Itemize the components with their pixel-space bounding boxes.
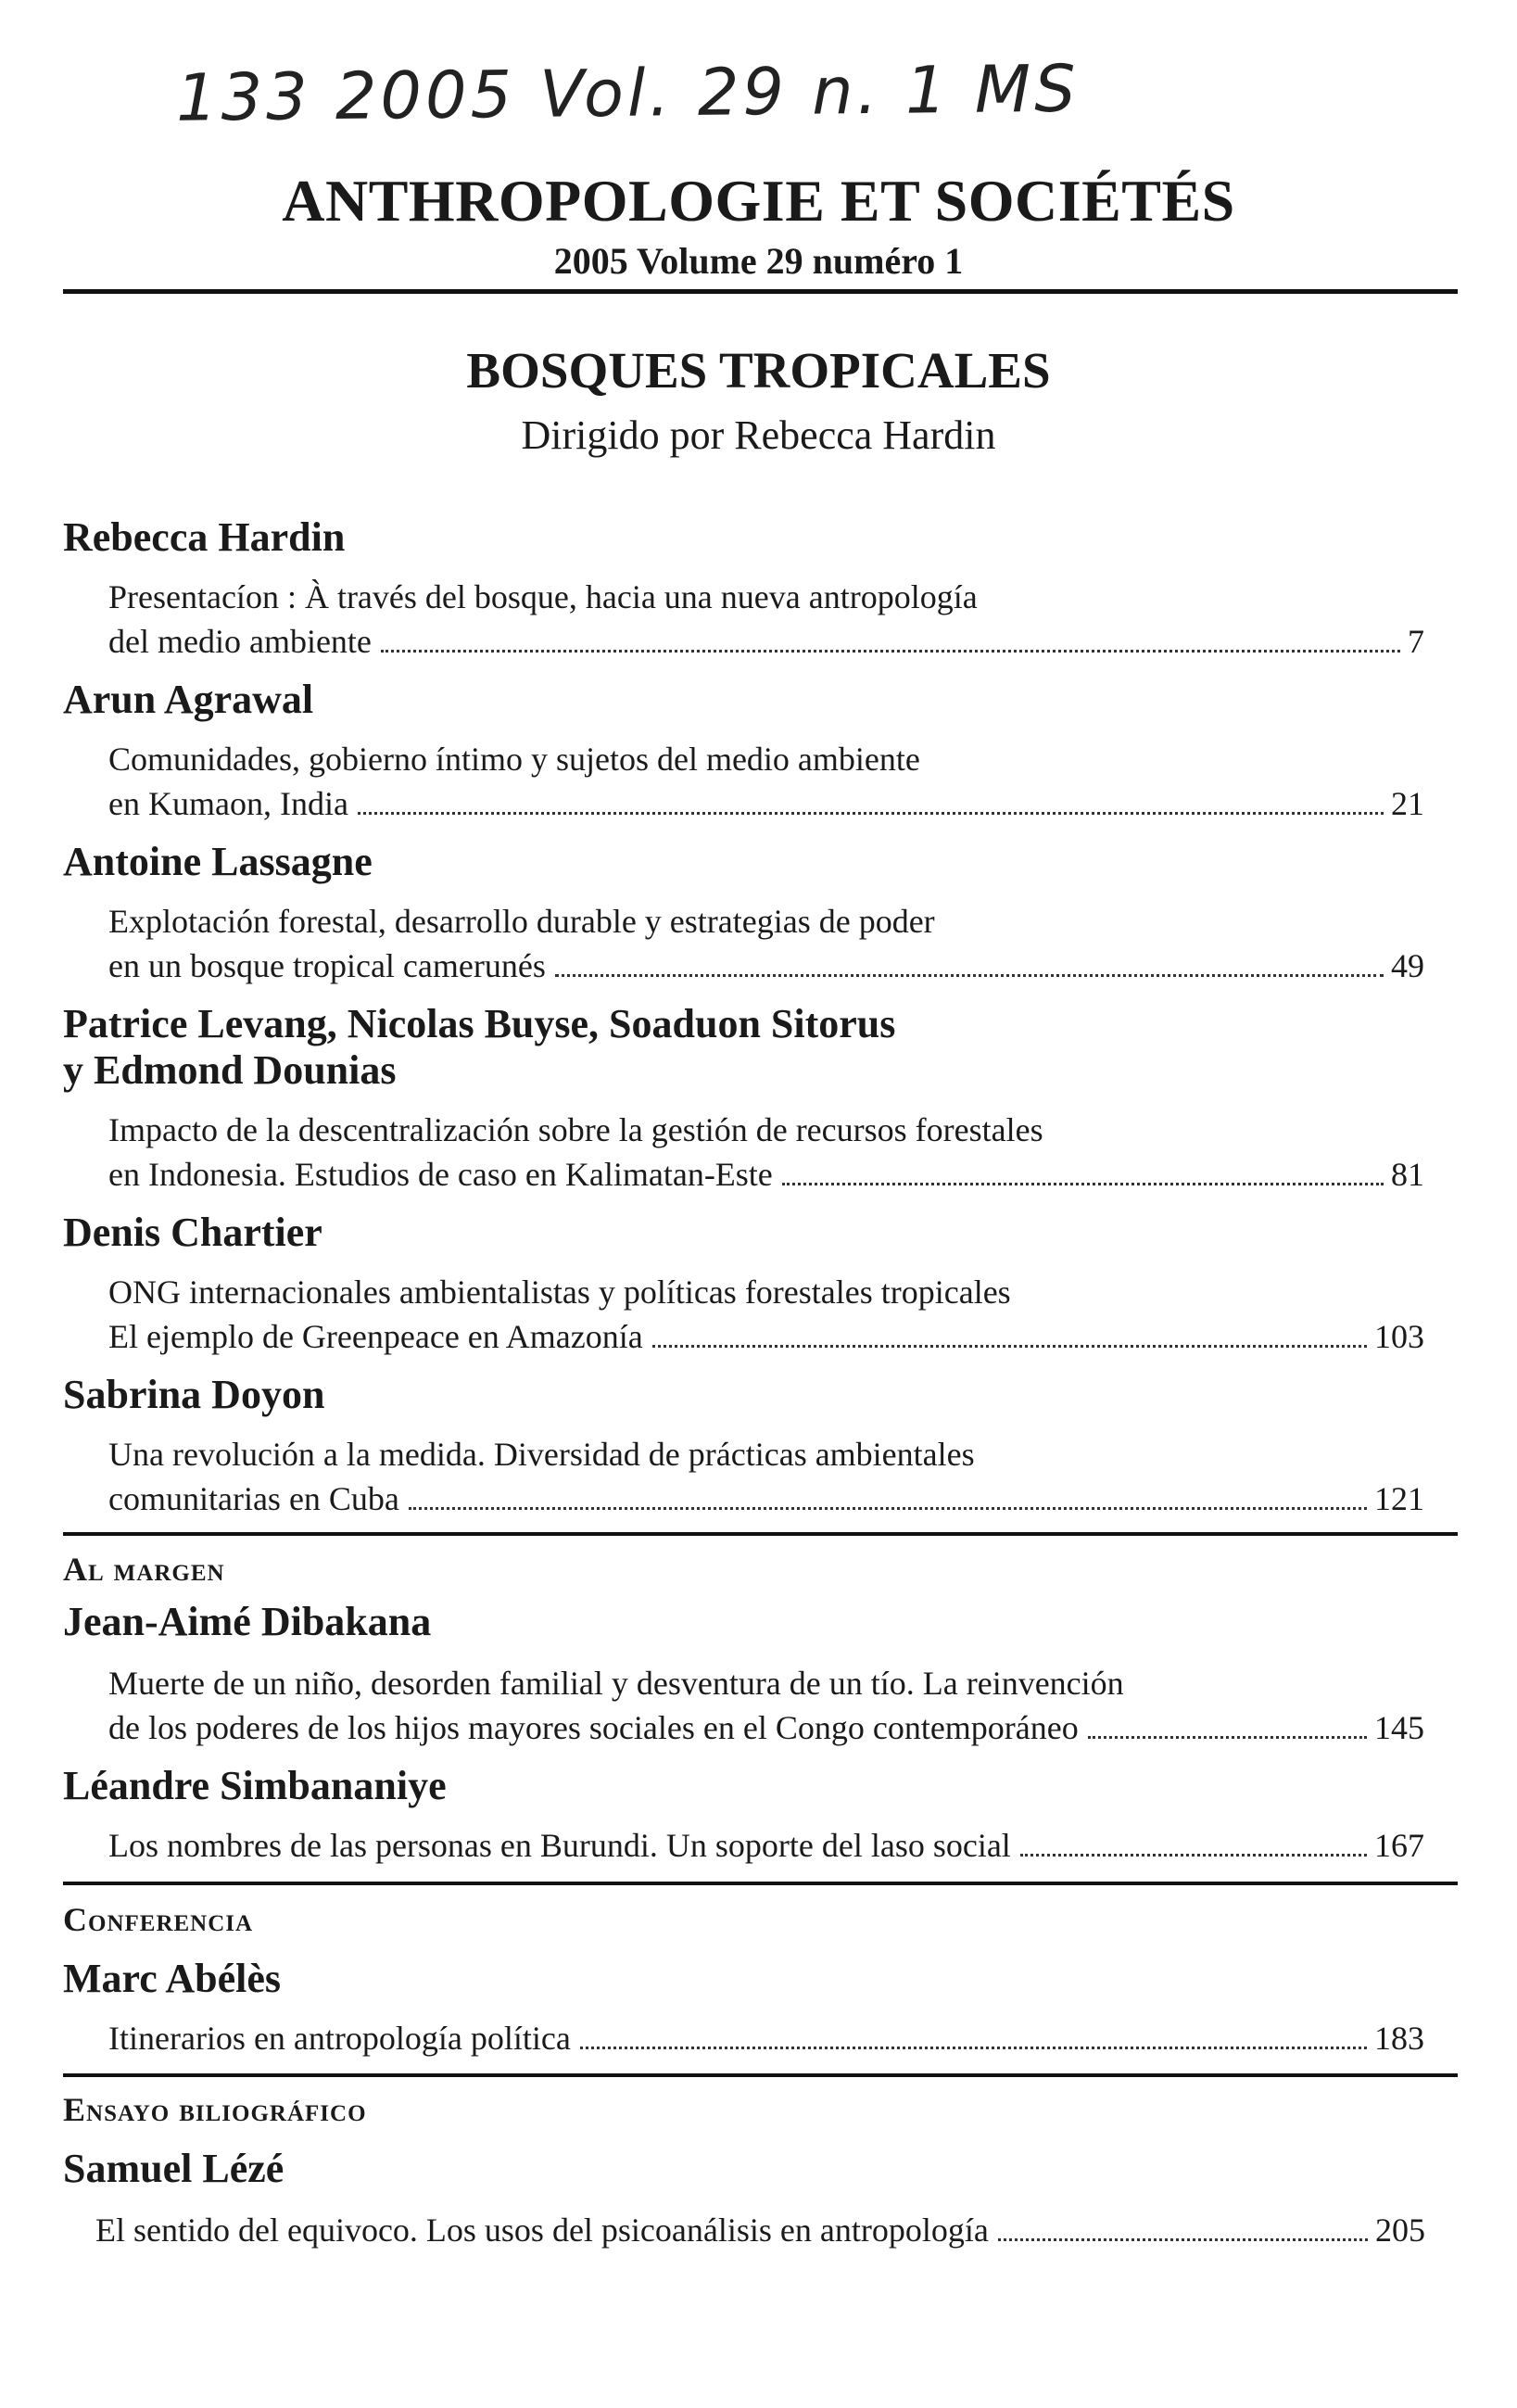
article-title-line: Itinerarios en antropología política <box>108 2020 571 2057</box>
article-title-line: en un bosque tropical camerunés <box>108 947 546 984</box>
issue-editor: Dirigido por Rebecca Hardin <box>521 412 996 458</box>
article-title-line: Los nombres de las personas en Burundi. Un soporte del laso social <box>108 1827 1011 1864</box>
dot-leader <box>652 1345 1367 1348</box>
article-title-line: El ejemplo de Greenpeace en Amazonía <box>108 1318 643 1355</box>
page-number: 167 <box>1374 1827 1424 1864</box>
entry-article <box>108 737 1424 826</box>
journal-issue: 2005 Volume 29 numéro 1 <box>553 240 964 282</box>
entry-article <box>108 1823 1424 1868</box>
entry-article <box>108 575 1424 664</box>
section-rule <box>63 2073 1458 2077</box>
article-title-line: en Indonesia. Estudios de caso en Kalimatan-Este <box>108 1156 773 1193</box>
entry-article <box>95 2208 1425 2252</box>
entry-author: Arun Agrawal <box>63 677 314 722</box>
entry-article <box>108 1270 1424 1359</box>
page-number: 21 <box>1391 785 1424 822</box>
section-rule <box>63 1532 1458 1536</box>
article-title-line: ONG internacionales ambientalistas y políticas forestales tropicales <box>108 1274 1011 1311</box>
handwritten-annotation: 133 2005 Vol. 29 n. 1 MS <box>175 50 1081 136</box>
entry-author: Rebecca Hardin <box>63 514 346 560</box>
article-title-line: del medio ambiente <box>108 623 372 660</box>
page-number: 49 <box>1391 947 1424 984</box>
entry-author: Jean-Aimé Dibakana <box>63 1599 432 1644</box>
entry-author: Léandre Simbananiye <box>63 1763 447 1808</box>
dot-leader <box>381 650 1400 653</box>
dot-leader <box>1088 1736 1367 1739</box>
article-title-line: Explotación forestal, desarrollo durable y estrategias de poder <box>108 903 935 940</box>
article-title-line: Presentacíon : À través del bosque, hacia una nueva antropología <box>108 578 978 615</box>
entry-article <box>108 2016 1424 2060</box>
entry-author: Sabrina Doyon <box>63 1372 325 1417</box>
article-title-line: Muerte de un niño, desorden familial y desventura de un tío. La reinvención <box>108 1665 1124 1702</box>
article-title-line: en Kumaon, India <box>108 785 348 822</box>
page-number: 81 <box>1391 1156 1424 1193</box>
dot-leader <box>580 2047 1367 2049</box>
author-line: y Edmond Dounias <box>63 1047 397 1093</box>
dot-leader <box>409 1507 1367 1510</box>
page-number: 103 <box>1374 1318 1424 1355</box>
entry-article <box>108 1661 1424 1750</box>
author-line: Patrice Levang, Nicolas Buyse, Soaduon Sitorus <box>63 1001 896 1046</box>
header-rule <box>63 289 1458 294</box>
journal-title: ANTHROPOLOGIE ET SOCIÉTÉS <box>282 168 1235 234</box>
dot-leader <box>998 2238 1368 2241</box>
entry-author: Marc Abélès <box>63 1956 282 2001</box>
section-rule <box>63 1882 1458 1885</box>
page-number: 205 <box>1375 2212 1425 2249</box>
issue-theme-title: BOSQUES TROPICALES <box>466 342 1051 399</box>
page-number: 7 <box>1408 623 1424 660</box>
dot-leader <box>1020 1854 1367 1857</box>
dot-leader <box>555 974 1384 977</box>
section-label-conferencia: Conferencia <box>63 1901 254 1938</box>
section-label-al-margen: Al margen <box>63 1551 225 1588</box>
entry-author: Antoine Lassagne <box>63 839 373 884</box>
section-label-ensayo: Ensayo biliográfico <box>63 2091 367 2128</box>
article-title-line: de los poderes de los hijos mayores sociales en el Congo contemporáneo <box>108 1709 1079 1746</box>
dot-leader <box>782 1183 1384 1185</box>
page-number: 121 <box>1374 1480 1424 1517</box>
page-number: 183 <box>1374 2020 1424 2057</box>
entry-author: Denis Chartier <box>63 1210 322 1255</box>
entry-article <box>108 1108 1424 1197</box>
entry-article <box>108 899 1424 988</box>
entry-article <box>108 1432 1424 1521</box>
article-title-line: Una revolución a la medida. Diversidad de prácticas ambientales <box>108 1436 975 1473</box>
article-title-line: Impacto de la descentralización sobre la gestión de recursos forestales <box>108 1111 1043 1148</box>
article-title-line: Comunidades, gobierno íntimo y sujetos del medio ambiente <box>108 741 920 778</box>
article-title-line: El sentido del equivoco. Los usos del psicoanálisis en antropología <box>95 2212 989 2249</box>
article-title-line: comunitarias en Cuba <box>108 1480 399 1517</box>
entry-author: Samuel Lézé <box>63 2146 284 2191</box>
page-number: 145 <box>1374 1709 1424 1746</box>
dot-leader <box>358 812 1384 815</box>
entry-author <box>63 1001 1453 1094</box>
